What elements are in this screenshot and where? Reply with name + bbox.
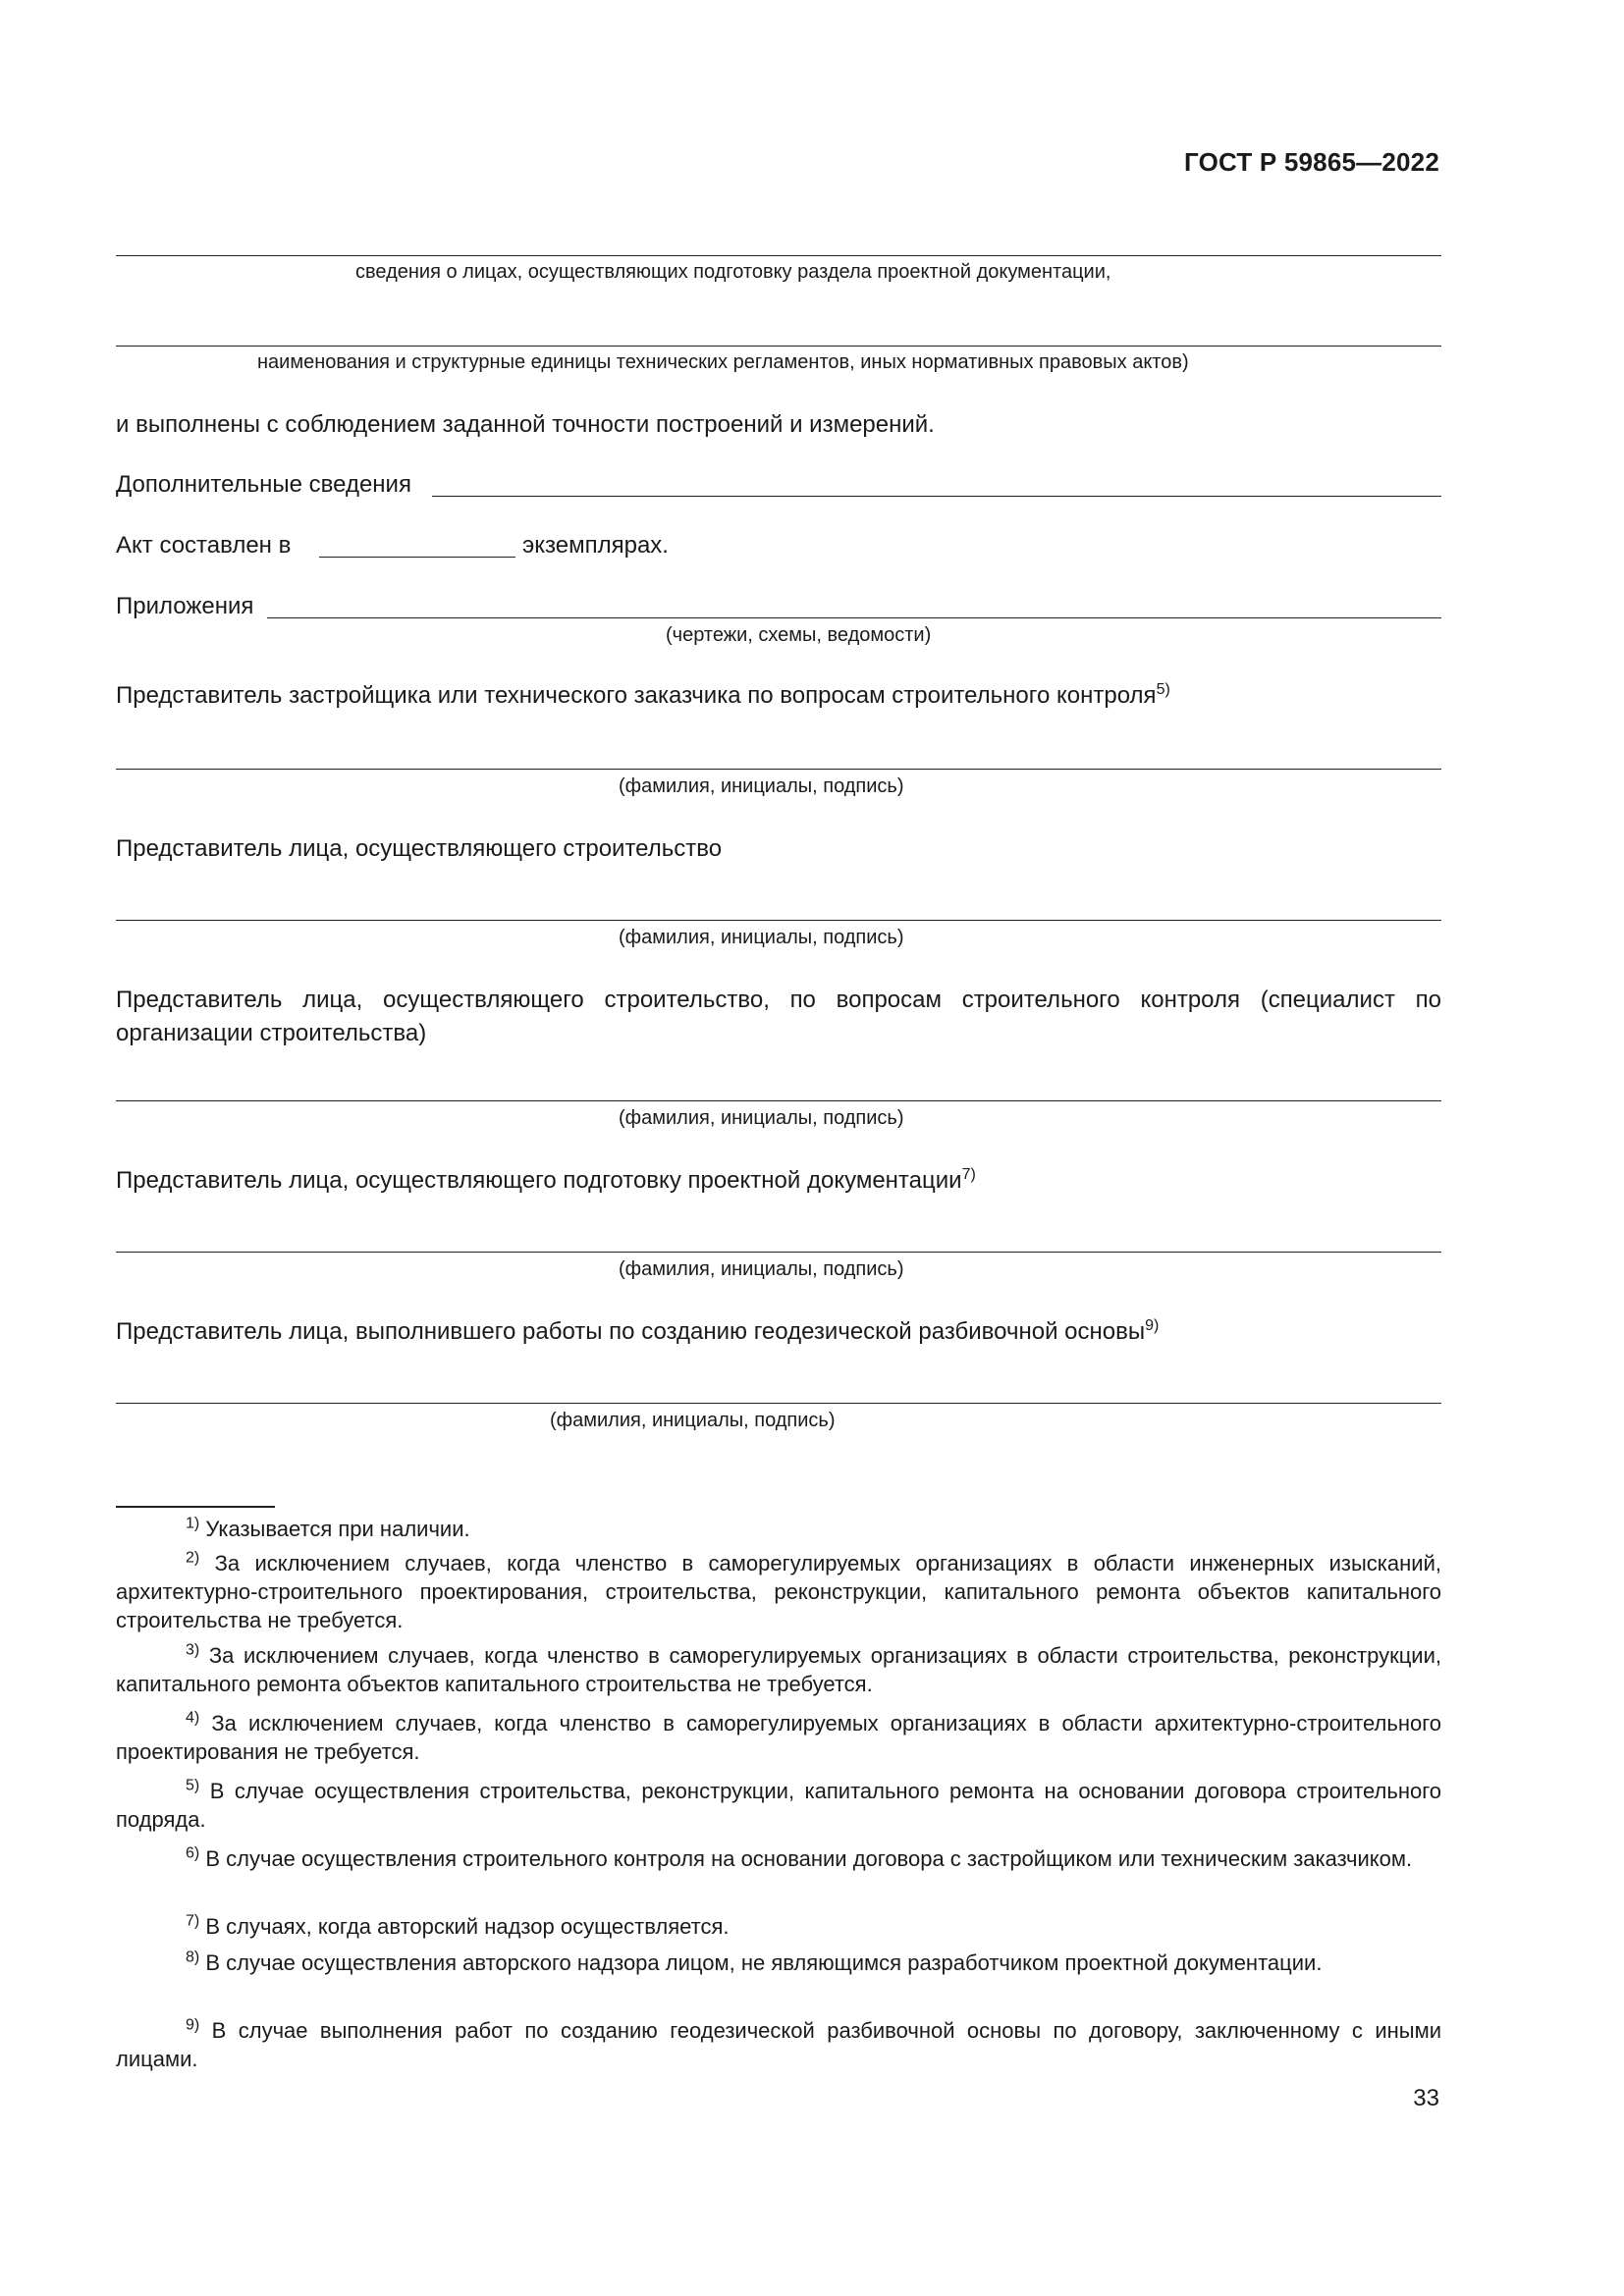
footnote-ref: 7) bbox=[961, 1166, 976, 1183]
additional-info-field bbox=[432, 496, 1441, 497]
signature-title-geodesy: Представитель лица, выполнившего работы по созданию геодезической разбивочной основы$^{9)}$ bbox=[116, 1317, 1160, 1345]
footnote-6: $^{6)}$ В случае осуществления строительного контроля на основании договора с застройщиком или техническим заказчиком. bbox=[186, 1844, 1413, 1871]
signature-line-customer bbox=[116, 769, 1441, 770]
footnote-8: $^{8)}$ В случае осуществления авторского надзора лицом, не являющимся разработчиком проектной документации. bbox=[186, 1949, 1323, 1975]
signature-caption-builder-control: (фамилия, инициалы, подпись) bbox=[619, 1107, 904, 1129]
signature-caption-customer: (фамилия, инициалы, подпись) bbox=[619, 775, 904, 797]
signature-line-builder bbox=[116, 920, 1441, 921]
signature-caption-geodesy: (фамилия, инициалы, подпись) bbox=[550, 1410, 836, 1431]
additional-info-label: Дополнительные сведения bbox=[116, 471, 411, 498]
appendix-caption: (чертежи, схемы, ведомости) bbox=[666, 624, 932, 646]
page-number: 33 bbox=[1413, 2085, 1439, 2111]
footnote-5: $^{5)}$ В случае осуществления строительства, реконструкции, капитального ремонта на основании договора строительного подряда. bbox=[116, 1777, 1441, 1832]
act-copies-prefix: Акт составлен в bbox=[116, 532, 292, 559]
footnote-9: $^{9)}$ В случае выполнения работ по созданию геодезической разбивочной основы по договору, заключенному с иными лицами. bbox=[116, 2016, 1441, 2071]
footnote-ref: 9) bbox=[1145, 1317, 1160, 1334]
act-copies-field bbox=[319, 557, 515, 558]
document-header: ГОСТ Р 59865—2022 bbox=[1184, 147, 1439, 177]
appendix-label: Приложения bbox=[116, 593, 254, 619]
footnote-7: $^{7)}$ В случаях, когда авторский надзор осуществляется. bbox=[186, 1912, 730, 1939]
caption-regulations: наименования и структурные единицы технических регламентов, иных нормативных правовых актов) bbox=[257, 351, 1189, 373]
appendix-field bbox=[267, 617, 1441, 618]
signature-line-builder-control bbox=[116, 1100, 1441, 1101]
executed-line: и выполнены с соблюдением заданной точности построений и измерений. bbox=[116, 411, 935, 438]
signature-title-builder: Представитель лица, осуществляющего строительство bbox=[116, 835, 723, 862]
signature-line-designer bbox=[116, 1252, 1441, 1253]
signature-title-designer: Представитель лица, осуществляющего подготовку проектной документации$^{7)}$ bbox=[116, 1166, 976, 1194]
signature-caption-builder: (фамилия, инициалы, подпись) bbox=[619, 927, 904, 948]
footnote-3: $^{3)}$ За исключением случаев, когда членство в саморегулируемых организациях в области строительства, реконструкции, капитального ремонта объектов капитального строительства не требуется. bbox=[116, 1641, 1441, 1696]
signature-caption-designer: (фамилия, инициалы, подпись) bbox=[619, 1258, 904, 1280]
fill-line-regulations bbox=[116, 346, 1441, 347]
footnote-4: $^{4)}$ За исключением случаев, когда членство в саморегулируемых организациях в области архитектурно-строительного проектирования не требуется. bbox=[116, 1709, 1441, 1764]
footnote-2: $^{2)}$ За исключением случаев, когда членство в саморегулируемых организациях в области инженерных изысканий, архитектурно-строительного проектирования, строительства, реконструкции, капитального ремонта объектов капитального строительства не требуется. bbox=[116, 1549, 1441, 1632]
footnote-1: $^{1)}$ Указывается при наличии. bbox=[186, 1515, 470, 1541]
signature-title-builder-control: Представитель лица, осуществляющего строительство, по вопросам строительного контроля (специалист по организации строительства) bbox=[116, 987, 1441, 1046]
signature-title-customer: Представитель застройщика или технического заказчика по вопросам строительного контроля$^{5)}$ bbox=[116, 681, 1170, 709]
signature-line-geodesy bbox=[116, 1403, 1441, 1404]
fill-line-sources bbox=[116, 255, 1441, 256]
footnote-separator bbox=[116, 1506, 275, 1508]
caption-sources: сведения о лицах, осуществляющих подготовку раздела проектной документации, bbox=[355, 261, 1111, 283]
act-copies-suffix: экземплярах. bbox=[522, 532, 669, 559]
footnote-ref: 5) bbox=[1156, 681, 1170, 698]
